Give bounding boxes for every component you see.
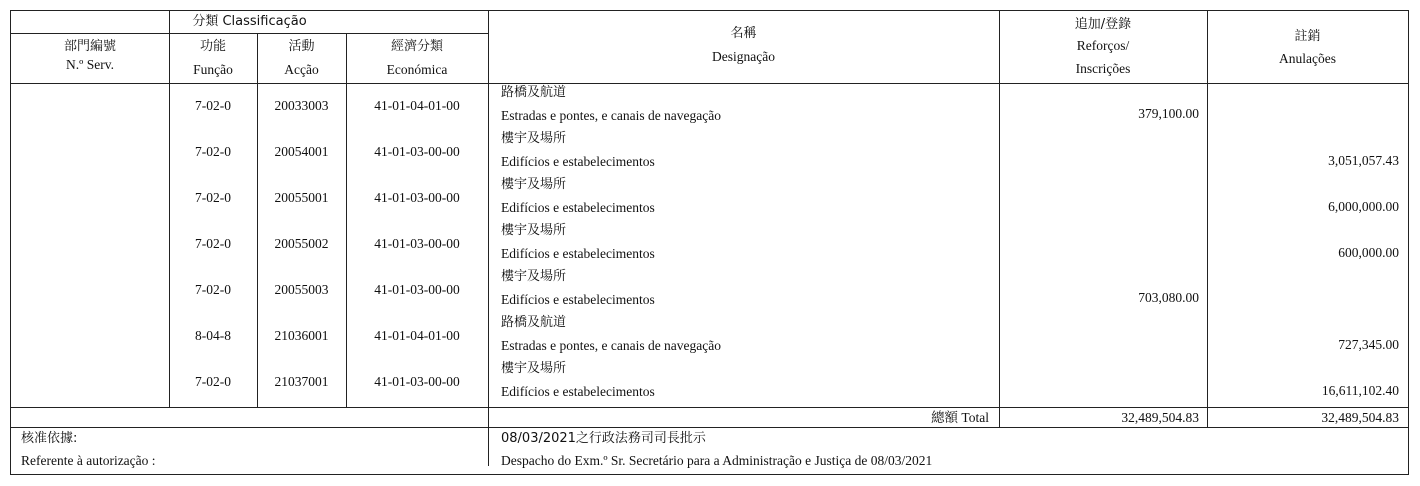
cell-accao: 21036001: [274, 328, 329, 343]
cell-anulacoes: 16,611,102.40: [1321, 383, 1399, 398]
col-divider: [346, 33, 347, 407]
funcao-header-pt: Função: [193, 62, 233, 77]
cell-designacao-zh: 樓宇及場所: [501, 131, 567, 146]
total-label: 總額 Total: [931, 410, 989, 425]
cell-designacao-pt: Edifícios e estabelecimentos: [501, 292, 655, 307]
cell-accao: 20055001: [274, 190, 329, 205]
cell-economica: 41-01-04-01-00: [374, 328, 460, 343]
cell-anulacoes: 600,000.00: [1338, 245, 1399, 260]
cell-accao: 20055002: [274, 236, 329, 251]
col-divider: [1207, 11, 1208, 427]
total-anulacoes: 32,489,504.83: [1321, 410, 1399, 425]
cell-funcao: 7-02-0: [195, 374, 231, 389]
cell-designacao-pt: Edifícios e estabelecimentos: [501, 154, 655, 169]
servico-header-pt: N.º Serv.: [66, 57, 114, 72]
cell-accao: 20033003: [274, 98, 329, 113]
cell-reforcos: 379,100.00: [1138, 106, 1199, 121]
cell-anulacoes: 3,051,057.43: [1328, 153, 1399, 168]
budget-table: [10, 10, 1409, 475]
anulacoes-header-pt: Anulações: [1279, 51, 1336, 66]
header-bottom-line: [11, 83, 1408, 84]
accao-header-zh: 活動: [288, 39, 315, 54]
cell-funcao: 7-02-0: [195, 236, 231, 251]
cell-accao: 21037001: [274, 374, 329, 389]
total-bottom-line: [11, 427, 1408, 428]
col-divider: [257, 33, 258, 407]
cell-accao: 20055003: [274, 282, 329, 297]
cell-anulacoes: 6,000,000.00: [1328, 199, 1399, 214]
cell-designacao-zh: 樓宇及場所: [501, 269, 567, 284]
cell-economica: 41-01-03-00-00: [374, 236, 460, 251]
cell-economica: 41-01-04-01-00: [374, 98, 460, 113]
cell-funcao: 7-02-0: [195, 190, 231, 205]
economica-header-zh: 經濟分類: [390, 39, 443, 54]
cell-designacao-pt: Edifícios e estabelecimentos: [501, 384, 655, 399]
authorization-label-zh: 核准依據:: [21, 431, 78, 446]
cell-anulacoes: 727,345.00: [1338, 337, 1399, 352]
cell-funcao: 7-02-0: [195, 144, 231, 159]
despacho-zh: 08/03/2021之行政法務司司長批示: [501, 431, 706, 446]
authorization-label-pt: Referente à autorização :: [21, 453, 156, 468]
total-reforcos: 32,489,504.83: [1121, 410, 1199, 425]
cell-economica: 41-01-03-00-00: [374, 190, 460, 205]
cell-designacao-zh: 路橋及航道: [501, 85, 567, 100]
designacao-header-pt: Designação: [712, 49, 775, 64]
cell-accao: 20054001: [274, 144, 329, 159]
cell-designacao-pt: Estradas e pontes, e canais de navegação: [501, 108, 722, 123]
cell-economica: 41-01-03-00-00: [374, 282, 460, 297]
cell-designacao-pt: Edifícios e estabelecimentos: [501, 200, 655, 215]
cell-designacao-pt: Edifícios e estabelecimentos: [501, 246, 655, 261]
total-top-line: [11, 407, 1408, 408]
cell-economica: 41-01-03-00-00: [374, 374, 460, 389]
servico-header-zh: 部門編號: [63, 39, 116, 54]
reforcos-header-pt1: Reforços/: [1076, 38, 1130, 53]
anulacoes-header-zh: 註銷: [1294, 29, 1321, 44]
reforcos-header-zh: 追加/登錄: [1074, 17, 1132, 32]
cell-designacao-zh: 樓宇及場所: [501, 361, 567, 376]
cell-funcao: 7-02-0: [195, 282, 231, 297]
accao-header-pt: Acção: [284, 62, 319, 77]
col-divider: [488, 11, 489, 466]
funcao-header-zh: 功能: [199, 39, 226, 54]
cell-funcao: 7-02-0: [195, 98, 231, 113]
cell-designacao-zh: 路橋及航道: [501, 315, 567, 330]
classificacao-header: 分類 Classificação: [192, 14, 307, 29]
row-divider: [11, 33, 488, 34]
despacho-pt: Despacho do Exm.º Sr. Secretário para a Administração e Justiça de 08/03/2021: [501, 453, 933, 468]
cell-designacao-pt: Estradas e pontes, e canais de navegação: [501, 338, 722, 353]
economica-header-pt: Económica: [386, 62, 448, 77]
cell-funcao: 8-04-8: [195, 328, 231, 343]
cell-economica: 41-01-03-00-00: [374, 144, 460, 159]
designacao-header-zh: 名稱: [730, 26, 757, 41]
cell-designacao-zh: 樓宇及場所: [501, 177, 567, 192]
reforcos-header-pt2: Inscrições: [1075, 61, 1131, 76]
cell-designacao-zh: 樓宇及場所: [501, 223, 567, 238]
cell-reforcos: 703,080.00: [1138, 290, 1199, 305]
